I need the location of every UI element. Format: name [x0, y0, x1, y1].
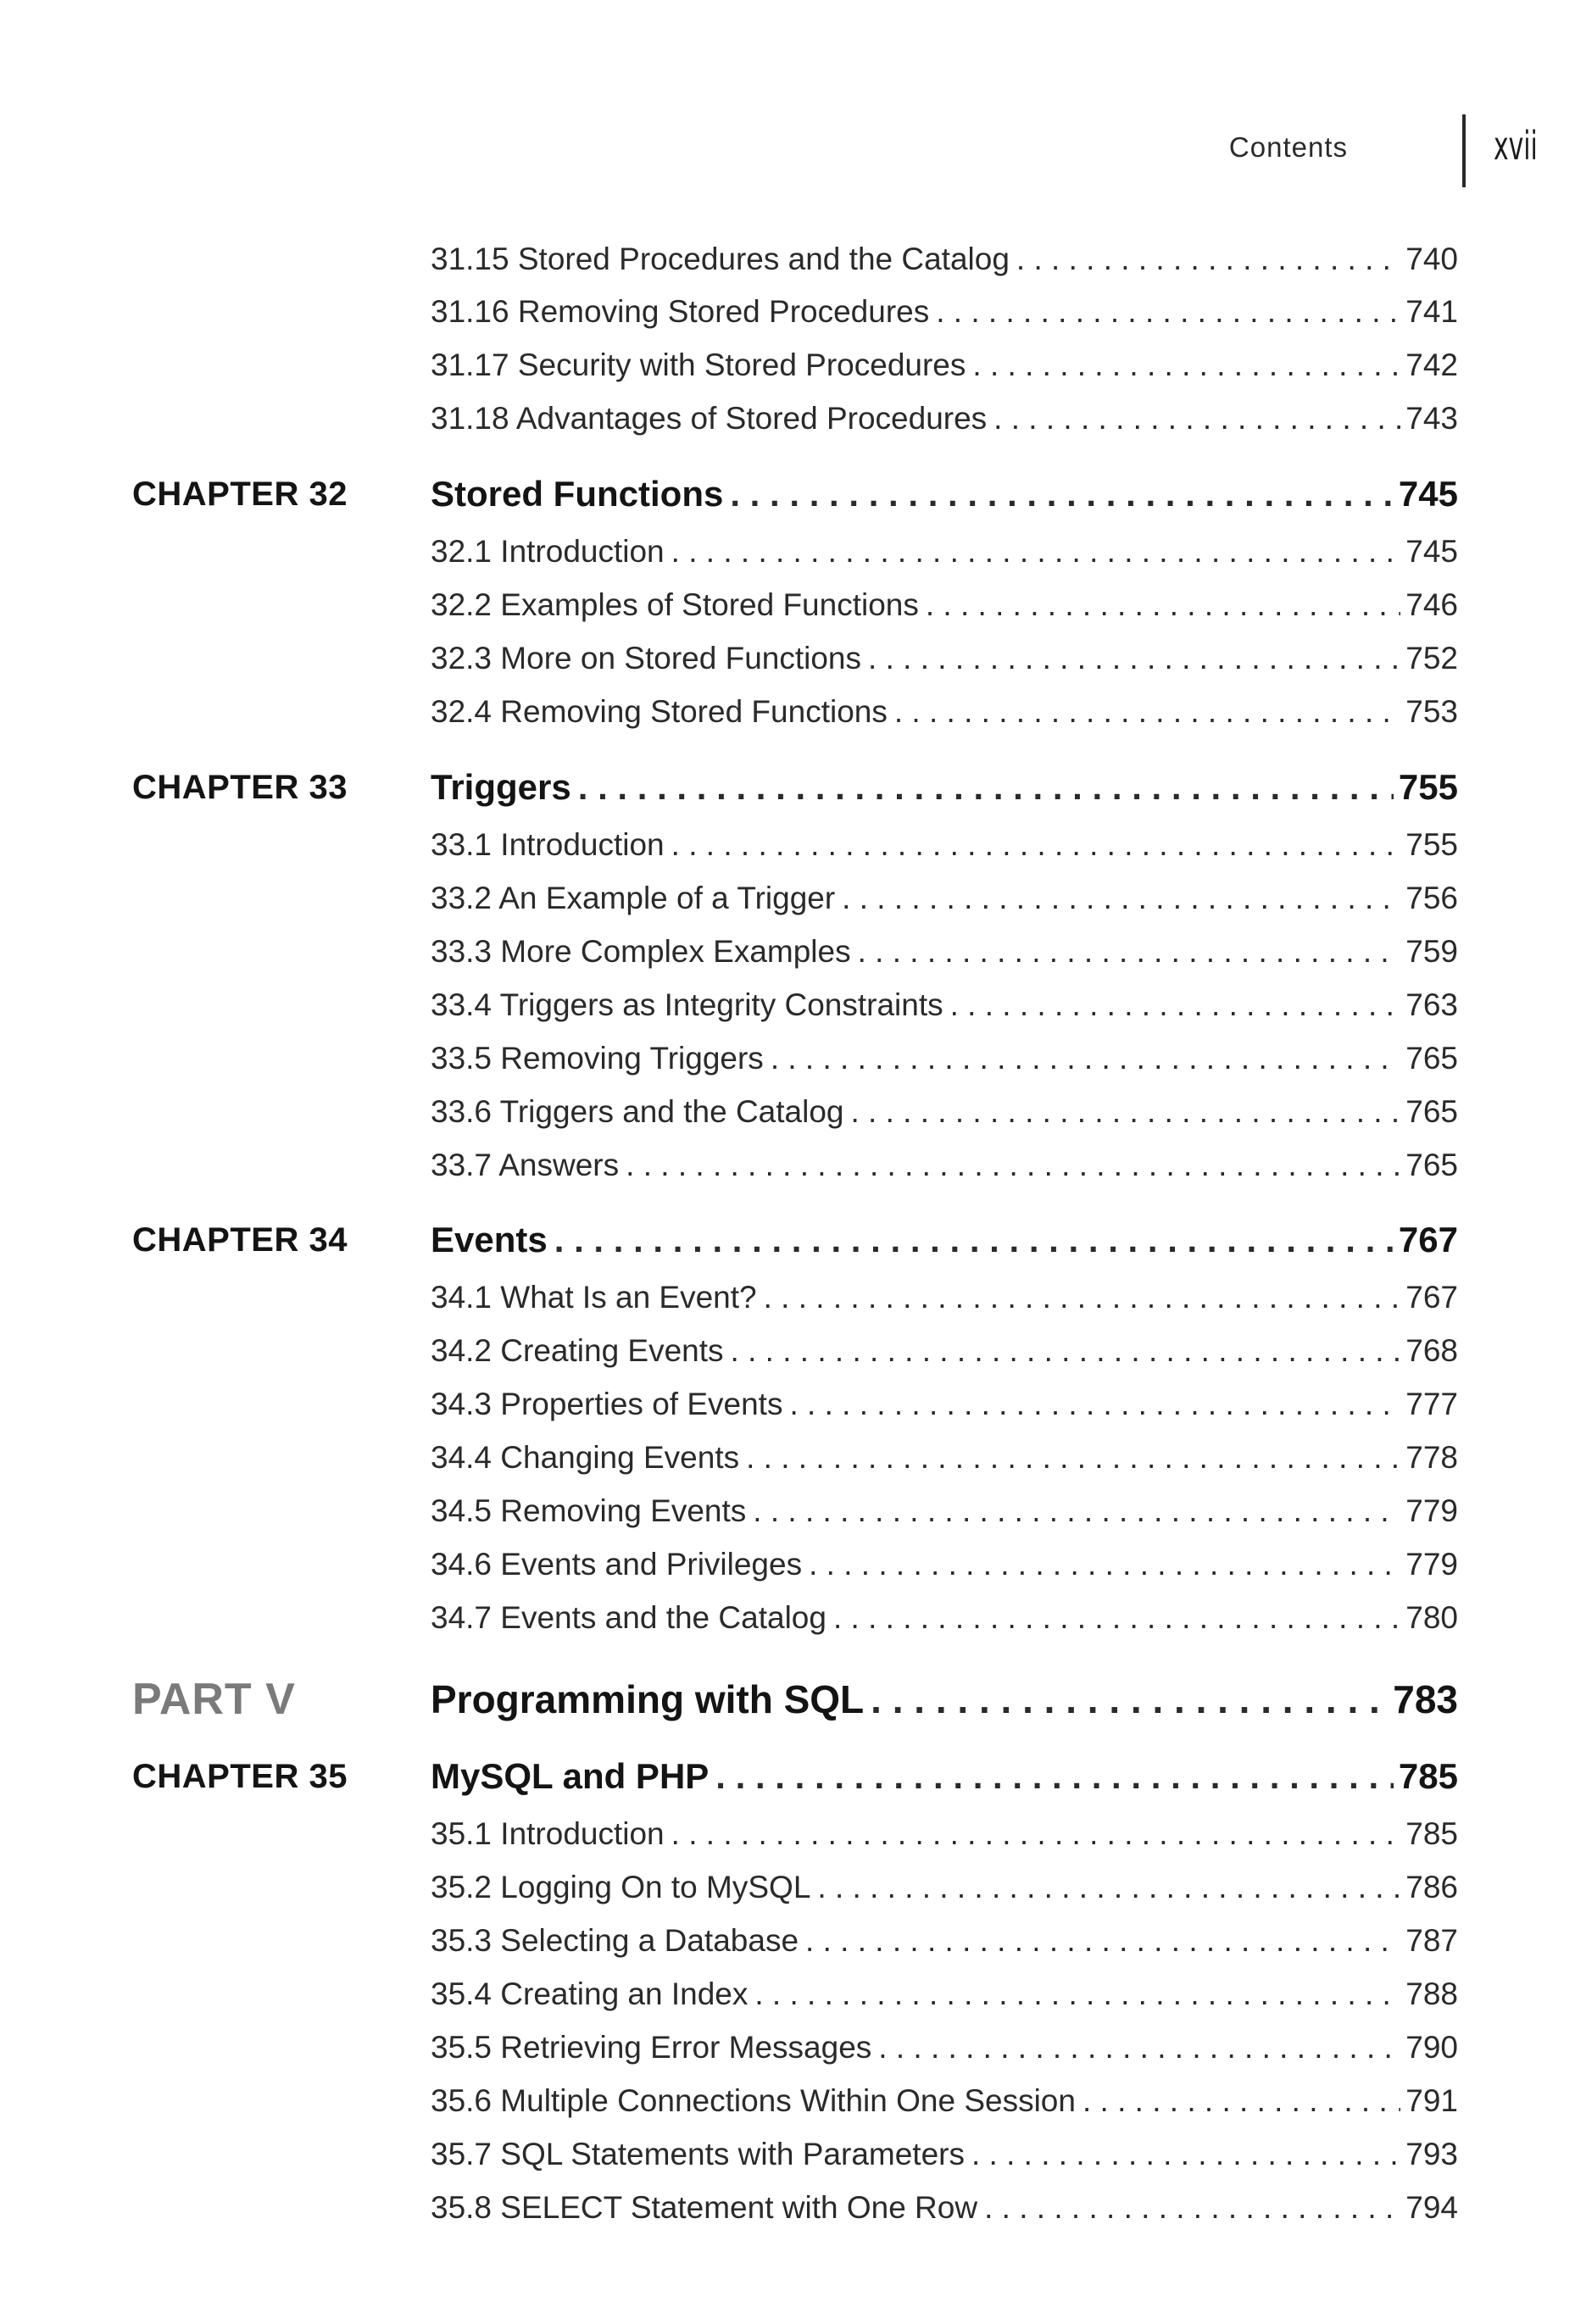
chapter-title: MySQL and PHP — [431, 1756, 710, 1796]
toc-entry[interactable] — [431, 1032, 1458, 1085]
toc-entry[interactable] — [431, 979, 1458, 1031]
toc-entry-title: 31.17 Security with Stored Procedures — [431, 347, 966, 382]
toc-entry[interactable] — [431, 1808, 1458, 1860]
toc-entry-title: 33.2 An Example of a Trigger — [431, 881, 836, 915]
toc-entry[interactable] — [431, 2182, 1458, 2234]
dot-leader — [851, 1086, 1401, 1138]
toc-entry-page: 765 — [1405, 1148, 1458, 1182]
toc-entry-page: 767 — [1405, 1280, 1458, 1315]
toc-entry-page: 793 — [1405, 2137, 1458, 2171]
toc-entry-title: 31.15 Stored Procedures and the Catalog — [431, 242, 1010, 276]
toc-entry-page: 768 — [1405, 1333, 1458, 1368]
toc-entry-title: 34.6 Events and Privileges — [431, 1547, 803, 1582]
dot-leader — [993, 392, 1400, 445]
toc-entry-page: 788 — [1405, 1977, 1458, 2011]
dot-leader — [871, 1668, 1388, 1731]
toc-entry-page: 745 — [1405, 534, 1458, 569]
dot-leader — [671, 819, 1401, 871]
part-entry[interactable] — [431, 1668, 1458, 1731]
toc-entry-title: 35.2 Logging On to MySQL — [431, 1870, 811, 1904]
toc-entry[interactable] — [431, 392, 1458, 445]
toc-entry-page: 742 — [1405, 347, 1458, 382]
toc-entry-title: 34.1 What Is an Event? — [431, 1280, 757, 1315]
toc-entry-page: 753 — [1405, 694, 1458, 729]
toc-entry-title: 33.6 Triggers and the Catalog — [431, 1094, 844, 1129]
toc-entry-title: 32.4 Removing Stored Functions — [431, 694, 888, 729]
dot-leader — [950, 979, 1401, 1031]
toc-entry[interactable] — [431, 1485, 1458, 1537]
part-label: PART V — [132, 1675, 296, 1724]
toc-entry[interactable] — [431, 2021, 1458, 2074]
toc-entry[interactable] — [431, 632, 1458, 685]
toc-entry-title: 34.3 Properties of Events — [431, 1387, 783, 1421]
toc-entry-title: 34.5 Removing Events — [431, 1493, 747, 1528]
part-title: Programming with SQL — [431, 1677, 865, 1721]
toc-entry[interactable] — [431, 1086, 1458, 1138]
toc-entry[interactable] — [431, 1915, 1458, 1967]
dot-leader — [578, 758, 1394, 817]
toc-entry[interactable] — [431, 2075, 1458, 2127]
dot-leader — [715, 1747, 1394, 1806]
toc-entry-title: 32.1 Introduction — [431, 534, 665, 569]
toc-entry[interactable] — [431, 1325, 1458, 1377]
toc-entry-title: 32.3 More on Stored Functions — [431, 641, 862, 676]
dot-leader — [936, 286, 1400, 338]
dot-leader — [1016, 233, 1400, 286]
dot-leader — [730, 464, 1394, 524]
toc-entry-title: 33.7 Answers — [431, 1148, 620, 1182]
toc-entry-title: 33.3 More Complex Examples — [431, 934, 851, 969]
toc-entry[interactable] — [431, 1271, 1458, 1324]
toc-entry[interactable] — [431, 2128, 1458, 2181]
toc-entry[interactable] — [431, 1432, 1458, 1484]
toc-entry-page: 759 — [1405, 934, 1458, 969]
toc-entry-page: 756 — [1405, 881, 1458, 915]
toc-entry-page: 787 — [1405, 1923, 1458, 1958]
chapter-label: CHAPTER 33 — [132, 769, 348, 806]
toc-entry[interactable] — [431, 926, 1458, 978]
toc-entry-title: 33.4 Triggers as Integrity Constraints — [431, 987, 943, 1022]
dot-leader — [746, 1432, 1400, 1484]
toc-entry-page: 779 — [1405, 1493, 1458, 1528]
toc-entry-page: 743 — [1405, 401, 1458, 436]
toc-entry[interactable] — [431, 233, 1458, 286]
toc-entry-title: 35.7 SQL Statements with Parameters — [431, 2137, 965, 2171]
toc-entry-page: 740 — [1405, 242, 1458, 276]
toc-entry-title: 34.2 Creating Events — [431, 1333, 724, 1368]
toc-entry-page: 777 — [1405, 1387, 1458, 1421]
toc-entry-title: 35.3 Selecting a Database — [431, 1923, 799, 1958]
toc-entry[interactable] — [431, 339, 1458, 392]
toc-entry-page: 741 — [1405, 294, 1458, 329]
dot-leader — [842, 872, 1400, 925]
dot-leader — [868, 632, 1400, 685]
dot-leader — [926, 579, 1400, 631]
chapter-page: 767 — [1398, 1220, 1458, 1259]
chapter-label: CHAPTER 34 — [132, 1221, 348, 1259]
toc-entry[interactable] — [431, 1139, 1458, 1192]
dot-leader — [817, 1861, 1400, 1914]
toc-entry-title: 33.1 Introduction — [431, 827, 665, 862]
dot-leader — [971, 2128, 1400, 2181]
chapter-title: Stored Functions — [431, 474, 724, 514]
chapter-entry[interactable] — [431, 1747, 1458, 1806]
toc-entry-page: 791 — [1405, 2083, 1458, 2118]
toc-entry[interactable] — [431, 579, 1458, 631]
toc-entry-page: 752 — [1405, 641, 1458, 676]
dot-leader — [833, 1592, 1400, 1644]
page-number: xvii — [1494, 123, 1538, 169]
chapter-label: CHAPTER 35 — [132, 1758, 348, 1795]
chapter-title: Events — [431, 1220, 548, 1259]
dot-leader — [731, 1325, 1401, 1377]
toc-entry-title: 35.5 Retrieving Error Messages — [431, 2030, 872, 2065]
running-head — [1102, 114, 1538, 191]
chapter-entry[interactable] — [431, 758, 1458, 817]
toc-entry-page: 785 — [1405, 1816, 1458, 1851]
dot-leader — [984, 2182, 1400, 2234]
toc-entry[interactable] — [431, 819, 1458, 871]
chapter-title: Triggers — [431, 767, 571, 807]
dot-leader — [878, 2021, 1400, 2074]
toc-entry-page: 746 — [1405, 587, 1458, 622]
toc-entry-title: 35.6 Multiple Connections Within One Session — [431, 2083, 1076, 2118]
toc-entry-page: 765 — [1405, 1094, 1458, 1129]
dot-leader — [858, 926, 1401, 978]
dot-leader — [764, 1271, 1401, 1324]
chapter-page: 785 — [1398, 1756, 1458, 1796]
toc-entry[interactable] — [431, 286, 1458, 338]
toc-entry-title: 34.4 Changing Events — [431, 1440, 740, 1475]
dot-leader — [1082, 2075, 1400, 2127]
dot-leader — [894, 686, 1400, 738]
dot-leader — [554, 1210, 1394, 1270]
chapter-page: 745 — [1398, 474, 1458, 514]
dot-leader — [809, 1538, 1400, 1591]
toc-entry-page: 779 — [1405, 1547, 1458, 1582]
toc-entry[interactable] — [431, 1538, 1458, 1591]
dot-leader — [789, 1378, 1400, 1431]
toc-entry[interactable] — [431, 686, 1458, 738]
toc-entry[interactable] — [431, 1968, 1458, 2021]
toc-entry-title: 31.18 Advantages of Stored Procedures — [431, 401, 988, 436]
toc-entry-page: 778 — [1405, 1440, 1458, 1475]
toc-entry[interactable] — [431, 1861, 1458, 1914]
toc-entry[interactable] — [431, 1378, 1458, 1431]
toc-entry-title: 35.1 Introduction — [431, 1816, 665, 1851]
chapter-entry[interactable] — [431, 1210, 1458, 1270]
dot-leader — [753, 1485, 1400, 1537]
dot-leader — [972, 339, 1400, 392]
toc-entry[interactable] — [431, 525, 1458, 578]
chapter-label: CHAPTER 32 — [132, 475, 348, 513]
toc-entry-title: 33.5 Removing Triggers — [431, 1041, 764, 1076]
toc-entry[interactable] — [431, 872, 1458, 925]
toc-entry[interactable] — [431, 1592, 1458, 1644]
dot-leader — [805, 1915, 1400, 1967]
toc-entry-title: 35.4 Creating an Index — [431, 1977, 749, 2011]
dot-leader — [754, 1968, 1400, 2021]
toc-entry-page: 794 — [1405, 2190, 1458, 2225]
toc-entry-page: 790 — [1405, 2030, 1458, 2065]
chapter-page: 755 — [1398, 767, 1458, 807]
dot-leader — [626, 1139, 1400, 1192]
toc-entry-page: 755 — [1405, 827, 1458, 862]
toc-entry-title: 32.2 Examples of Stored Functions — [431, 587, 919, 622]
running-head-rule — [1462, 114, 1466, 187]
toc-entry-title: 35.8 SELECT Statement with One Row — [431, 2190, 978, 2225]
dot-leader — [771, 1032, 1400, 1085]
toc-entry-page: 763 — [1405, 987, 1458, 1022]
toc-entry-page: 765 — [1405, 1041, 1458, 1076]
running-head-title: Contents — [1228, 131, 1348, 163]
part-page: 783 — [1393, 1677, 1458, 1721]
chapter-entry[interactable] — [431, 464, 1458, 524]
toc-entry-page: 780 — [1405, 1600, 1458, 1635]
dot-leader — [671, 525, 1401, 578]
toc-entry-title: 34.7 Events and the Catalog — [431, 1600, 826, 1635]
toc-entry-title: 31.16 Removing Stored Procedures — [431, 294, 930, 329]
toc-entry-page: 786 — [1405, 1870, 1458, 1904]
dot-leader — [671, 1808, 1401, 1860]
